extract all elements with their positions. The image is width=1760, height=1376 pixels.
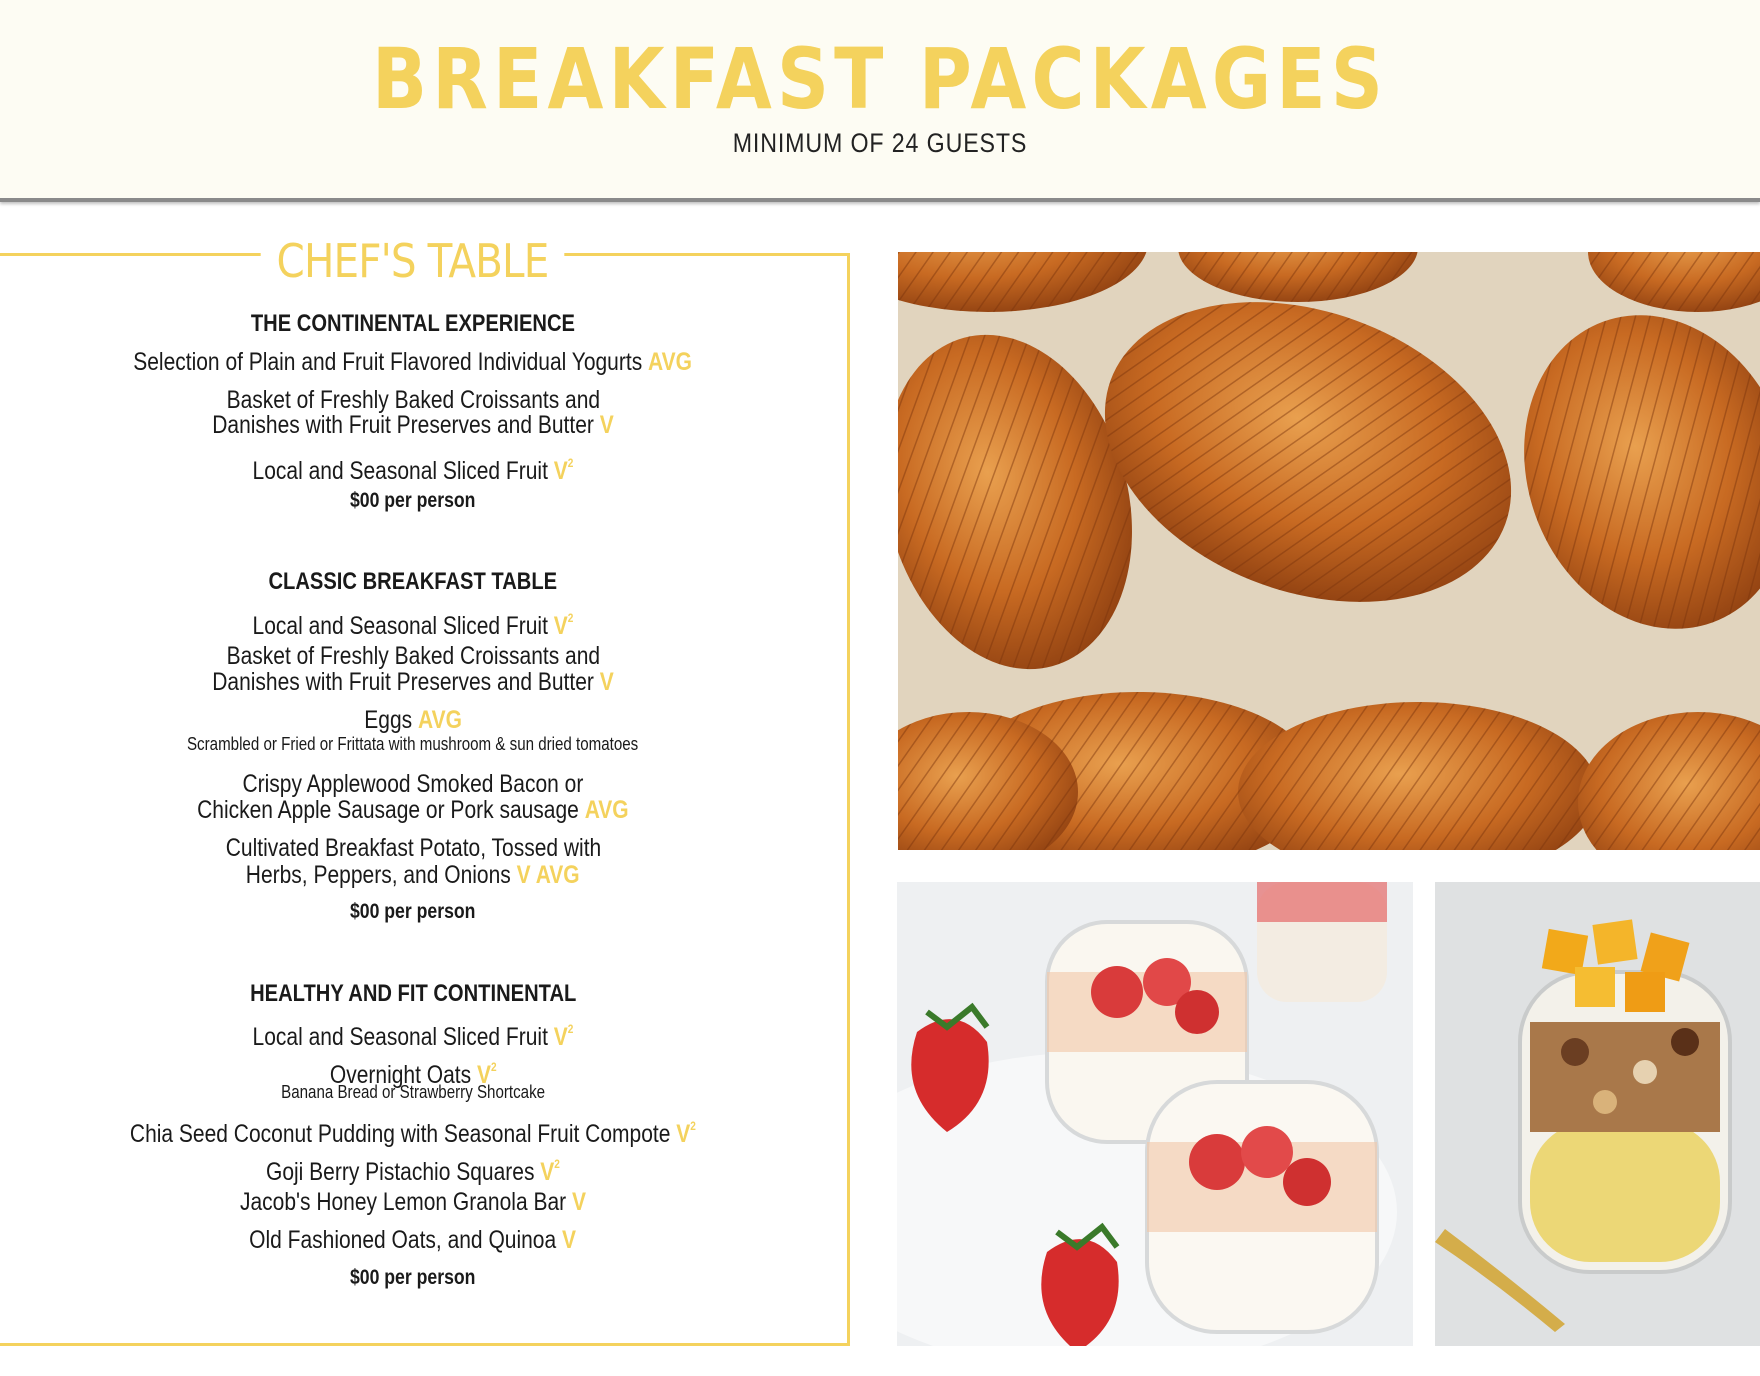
package-title: HEALTHY AND FIT CONTINENTAL <box>249 980 577 1007</box>
menu-line: Local and Seasonal Sliced Fruit $V^2$ <box>252 456 574 485</box>
package-price: $00 per person <box>350 900 476 923</box>
menu-line: Basket of Freshly Baked Croissants and <box>226 386 600 414</box>
package-title: CLASSIC BREAKFAST TABLE <box>268 568 558 595</box>
dietary-tag: $V^2$ <box>553 611 574 640</box>
menu-subline: Scrambled or Fried or Frittata with mushroom & sun dried tomatoes <box>187 734 639 754</box>
menu-line: Chia Seed Coconut Pudding with Seasonal Fruit Compote $V^2$ <box>130 1119 696 1148</box>
dietary-tag: AVG <box>584 796 629 824</box>
menu-line: Eggs AVG <box>364 706 462 734</box>
menu-line: Old Fashioned Oats, and Quinoa V <box>249 1226 577 1254</box>
package-price: $00 per person <box>350 1266 476 1289</box>
page-title: BREAKFAST PACKAGES <box>371 30 1389 128</box>
menu-box-title: CHEF'S TABLE <box>261 232 565 290</box>
menu-line: Herbs, Peppers, and Onions V AVG <box>246 861 580 889</box>
mango-granola-parfait-photo <box>1435 882 1760 1346</box>
menu-line: Local and Seasonal Sliced Fruit $V^2$ <box>252 611 574 640</box>
dietary-tag: AVG <box>648 348 693 376</box>
menu-line: Basket of Freshly Baked Croissants and <box>226 642 600 670</box>
dietary-tag: $V^2$ <box>676 1119 696 1148</box>
package-price: $00 per person <box>350 489 476 512</box>
menu-line: Chicken Apple Sausage or Pork sausage AVG <box>197 796 629 824</box>
package-title: THE CONTINENTAL EXPERIENCE <box>250 310 576 337</box>
menu-subline: Banana Bread or Strawberry Shortcake <box>281 1082 545 1102</box>
page-subtitle: MINIMUM OF 24 GUESTS <box>732 128 1028 158</box>
dietary-tag: $V^2$ <box>553 1022 574 1051</box>
dietary-tag: V <box>572 1188 587 1216</box>
dietary-tag: AVG <box>417 706 462 734</box>
dietary-tag: $V^2$ <box>476 1060 497 1089</box>
menu-line: Jacob's Honey Lemon Granola Bar V <box>239 1188 587 1216</box>
page-header <box>0 0 1760 202</box>
dietary-tag: $V^2$ <box>540 1157 560 1186</box>
menu-line: Selection of Plain and Fruit Flavored Individual Yogurts AVG <box>133 348 693 376</box>
dietary-tag: V AVG <box>516 861 580 889</box>
strawberry-panna-cotta-photo <box>897 882 1413 1346</box>
menu-line: Goji Berry Pistachio Squares $V^2$ <box>266 1157 560 1186</box>
menu-line: Cultivated Breakfast Potato, Tossed with <box>225 834 601 862</box>
menu-line: Danishes with Fruit Preserves and Butter V <box>212 411 614 439</box>
croissants-photo <box>898 252 1760 850</box>
menu-line: Crispy Applewood Smoked Bacon or <box>242 770 584 798</box>
menu-line: Local and Seasonal Sliced Fruit $V^2$ <box>252 1022 574 1051</box>
menu-line: Overnight Oats $V^2$ <box>329 1060 497 1089</box>
dietary-tag: V <box>599 411 614 439</box>
dietary-tag: V <box>599 668 614 696</box>
dietary-tag: $V^2$ <box>553 456 574 485</box>
dietary-tag: V <box>562 1226 577 1254</box>
menu-line: Danishes with Fruit Preserves and Butter V <box>212 668 614 696</box>
